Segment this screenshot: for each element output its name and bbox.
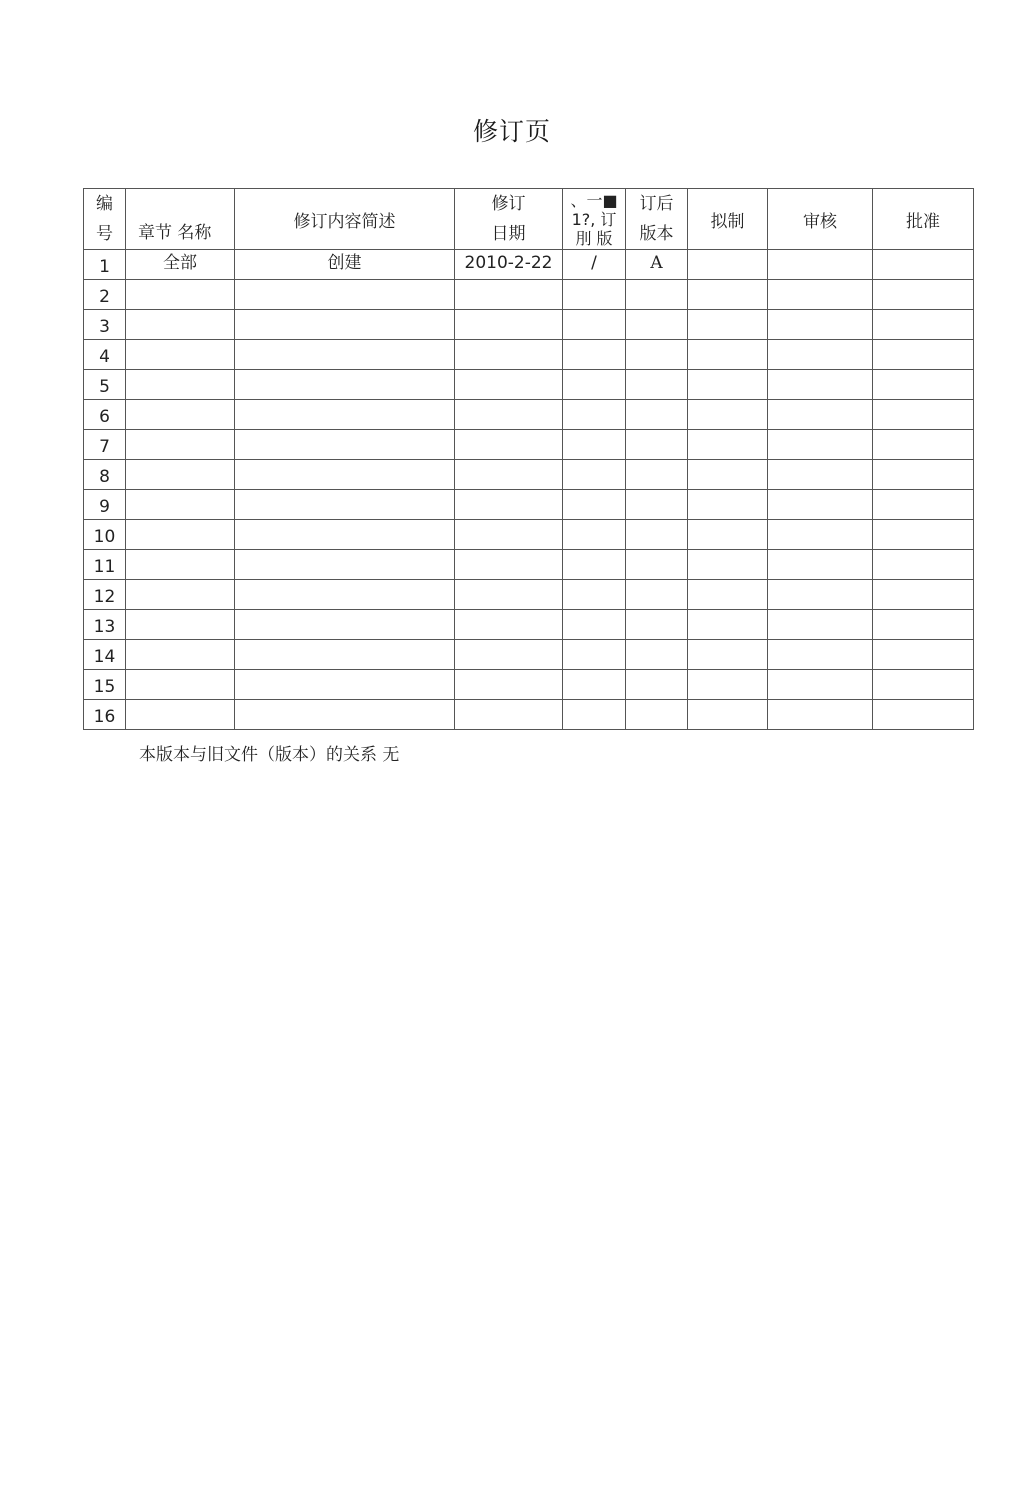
cell-reviewed (768, 460, 873, 490)
cell-previous-version (563, 700, 626, 730)
cell-reviewed (768, 400, 873, 430)
table-row (84, 250, 974, 280)
cell-number: 10 (84, 520, 126, 550)
cell-drafted (688, 580, 768, 610)
cell-new-version (626, 370, 688, 400)
table-row (84, 340, 974, 370)
cell-drafted (688, 490, 768, 520)
header-section-name: 章节 名称 (126, 189, 235, 250)
cell-previous-version (563, 490, 626, 520)
cell-date (455, 400, 563, 430)
cell-drafted (688, 460, 768, 490)
cell-previous-version (563, 310, 626, 340)
cell-description (235, 580, 455, 610)
cell-reviewed (768, 490, 873, 520)
cell-date (455, 610, 563, 640)
revision-table (83, 188, 974, 730)
cell-new-version (626, 550, 688, 580)
cell-reviewed (768, 640, 873, 670)
cell-reviewed (768, 550, 873, 580)
cell-approved (873, 340, 974, 370)
cell-new-version (626, 340, 688, 370)
header-row (84, 189, 974, 250)
table-row (84, 700, 974, 730)
cell-approved (873, 520, 974, 550)
cell-description (235, 610, 455, 640)
cell-approved (873, 370, 974, 400)
cell-number: 15 (84, 670, 126, 700)
cell-drafted (688, 370, 768, 400)
cell-number: 12 (84, 580, 126, 610)
cell-number: 2 (84, 280, 126, 310)
cell-approved (873, 550, 974, 580)
cell-approved (873, 430, 974, 460)
cell-drafted (688, 550, 768, 580)
cell-description (235, 460, 455, 490)
header-previous-version: 、一■ 1?, 订 刖 版 (563, 189, 626, 250)
table-row (84, 400, 974, 430)
cell-section (126, 280, 235, 310)
cell-new-version (626, 520, 688, 550)
cell-drafted (688, 520, 768, 550)
cell-number: 5 (84, 370, 126, 400)
cell-description (235, 700, 455, 730)
header-description: 修订内容简述 (235, 189, 455, 250)
cell-new-version (626, 400, 688, 430)
cell-drafted (688, 400, 768, 430)
cell-description (235, 430, 455, 460)
cell-description (235, 280, 455, 310)
cell-section (126, 640, 235, 670)
cell-approved (873, 280, 974, 310)
cell-section (126, 550, 235, 580)
cell-approved (873, 250, 974, 280)
cell-date (455, 310, 563, 340)
cell-number: 4 (84, 340, 126, 370)
cell-date (455, 640, 563, 670)
cell-number: 3 (84, 310, 126, 340)
page-title: 修订页 (472, 117, 551, 146)
table-row (84, 280, 974, 310)
cell-previous-version (563, 430, 626, 460)
cell-previous-version: / (563, 250, 626, 280)
table-row (84, 640, 974, 670)
cell-new-version (626, 490, 688, 520)
cell-section (126, 490, 235, 520)
cell-previous-version (563, 340, 626, 370)
cell-reviewed (768, 520, 873, 550)
cell-new-version (626, 430, 688, 460)
cell-previous-version (563, 370, 626, 400)
cell-section (126, 400, 235, 430)
cell-drafted (688, 670, 768, 700)
cell-date (455, 280, 563, 310)
cell-section (126, 430, 235, 460)
cell-reviewed (768, 340, 873, 370)
header-number: 编 号 (84, 189, 126, 250)
cell-previous-version (563, 280, 626, 310)
cell-description (235, 670, 455, 700)
cell-reviewed (768, 370, 873, 400)
cell-reviewed (768, 580, 873, 610)
table-row (84, 670, 974, 700)
cell-previous-version (563, 580, 626, 610)
cell-drafted (688, 430, 768, 460)
cell-description (235, 520, 455, 550)
cell-new-version (626, 580, 688, 610)
cell-approved (873, 460, 974, 490)
cell-reviewed (768, 610, 873, 640)
cell-approved (873, 670, 974, 700)
cell-previous-version (563, 640, 626, 670)
table-row (84, 460, 974, 490)
cell-section (126, 580, 235, 610)
cell-new-version (626, 640, 688, 670)
cell-approved (873, 310, 974, 340)
cell-date (455, 550, 563, 580)
cell-number: 14 (84, 640, 126, 670)
cell-new-version (626, 700, 688, 730)
cell-section (126, 670, 235, 700)
cell-section (126, 700, 235, 730)
cell-description (235, 370, 455, 400)
table-row (84, 310, 974, 340)
cell-previous-version (563, 460, 626, 490)
cell-section: 全部 (126, 250, 235, 280)
cell-date (455, 520, 563, 550)
cell-date (455, 490, 563, 520)
cell-number: 13 (84, 610, 126, 640)
cell-reviewed (768, 280, 873, 310)
cell-date (455, 700, 563, 730)
cell-number: 8 (84, 460, 126, 490)
cell-number: 16 (84, 700, 126, 730)
cell-section (126, 520, 235, 550)
cell-section (126, 460, 235, 490)
cell-previous-version (563, 670, 626, 700)
cell-date (455, 370, 563, 400)
cell-date (455, 340, 563, 370)
cell-description (235, 640, 455, 670)
cell-drafted (688, 310, 768, 340)
cell-approved (873, 610, 974, 640)
table-row (84, 550, 974, 580)
header-date: 修订 日期 (455, 189, 563, 250)
table-row (84, 520, 974, 550)
cell-date (455, 460, 563, 490)
cell-date (455, 430, 563, 460)
cell-section (126, 610, 235, 640)
cell-number: 11 (84, 550, 126, 580)
table-row (84, 610, 974, 640)
cell-new-version (626, 310, 688, 340)
cell-drafted (688, 610, 768, 640)
cell-new-version (626, 280, 688, 310)
cell-number: 9 (84, 490, 126, 520)
cell-number: 1 (84, 250, 126, 280)
cell-drafted (688, 340, 768, 370)
cell-previous-version (563, 610, 626, 640)
header-new-version: 订后 版本 (626, 189, 688, 250)
cell-reviewed (768, 670, 873, 700)
cell-approved (873, 700, 974, 730)
cell-approved (873, 640, 974, 670)
cell-previous-version (563, 520, 626, 550)
cell-approved (873, 490, 974, 520)
cell-section (126, 310, 235, 340)
header-approved: 批准 (873, 189, 974, 250)
cell-description (235, 400, 455, 430)
table-row (84, 430, 974, 460)
cell-drafted (688, 250, 768, 280)
cell-previous-version (563, 400, 626, 430)
cell-approved (873, 580, 974, 610)
header-drafted: 拟制 (688, 189, 768, 250)
cell-new-version (626, 670, 688, 700)
cell-drafted (688, 640, 768, 670)
cell-new-version (626, 460, 688, 490)
cell-description: 创建 (235, 250, 455, 280)
cell-drafted (688, 280, 768, 310)
cell-section (126, 340, 235, 370)
cell-new-version: A (626, 250, 688, 280)
cell-new-version (626, 610, 688, 640)
cell-date (455, 670, 563, 700)
cell-number: 7 (84, 430, 126, 460)
version-relation-note: 本版本与旧文件（版本）的关系 无 (139, 745, 400, 765)
cell-description (235, 310, 455, 340)
cell-date: 2010-2-22 (455, 250, 563, 280)
header-reviewed: 审核 (768, 189, 873, 250)
table-row (84, 490, 974, 520)
cell-approved (873, 400, 974, 430)
cell-reviewed (768, 430, 873, 460)
cell-reviewed (768, 700, 873, 730)
cell-reviewed (768, 250, 873, 280)
cell-description (235, 490, 455, 520)
cell-description (235, 340, 455, 370)
cell-previous-version (563, 550, 626, 580)
cell-number: 6 (84, 400, 126, 430)
cell-description (235, 550, 455, 580)
cell-reviewed (768, 310, 873, 340)
cell-date (455, 580, 563, 610)
cell-section (126, 370, 235, 400)
table-row (84, 370, 974, 400)
table-row (84, 580, 974, 610)
cell-drafted (688, 700, 768, 730)
